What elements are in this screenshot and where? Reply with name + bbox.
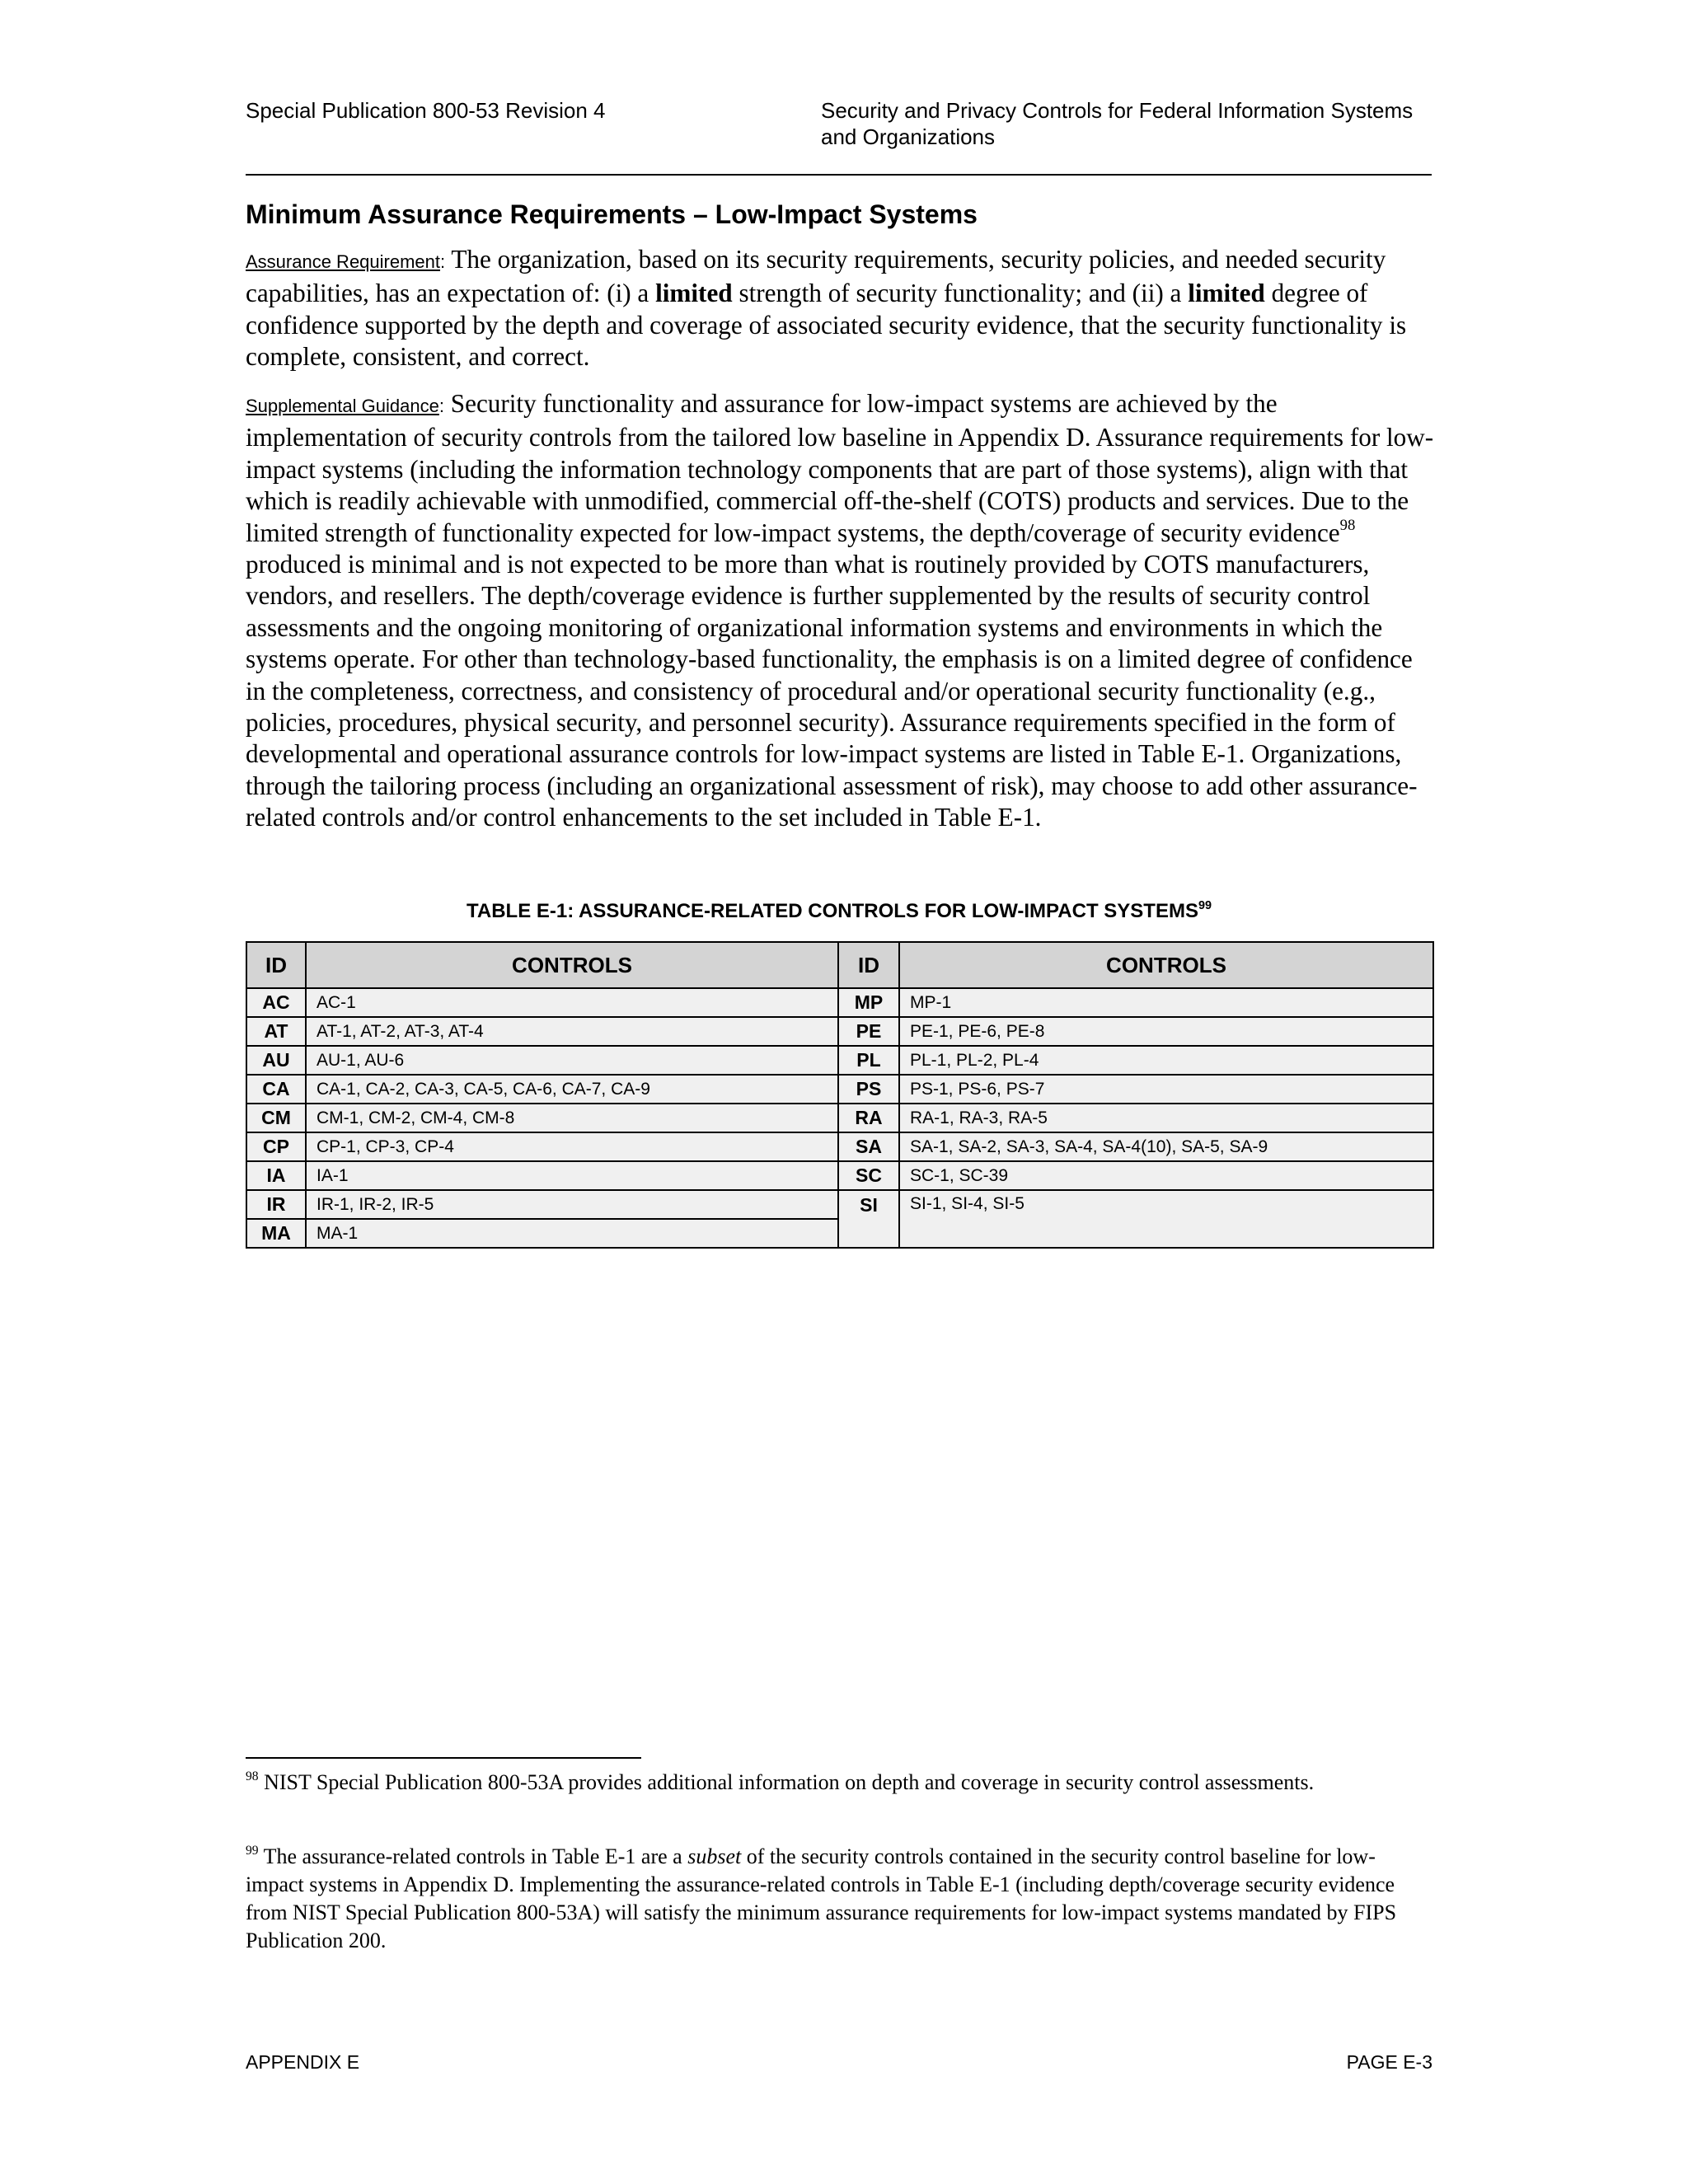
footnote-number: 99 <box>246 1843 259 1858</box>
family-controls: IR-1, IR-2, IR-5 <box>306 1190 838 1219</box>
family-id: SC <box>838 1161 899 1190</box>
table-row <box>246 1017 1433 1046</box>
assurance-text-b: strength of security functionality; and (ii) a <box>732 279 1189 308</box>
section-title: Minimum Assurance Requirements – Low-Impact Systems <box>246 199 978 229</box>
family-id: PL <box>838 1046 899 1075</box>
table-row <box>246 1075 1433 1104</box>
family-id: SA <box>838 1132 899 1161</box>
assurance-text-a: The organization, based on its security requirements, security policies, and needed security capabilities, has an expectation of: (i) a <box>246 245 1386 308</box>
column-header-controls: CONTROLS <box>899 942 1433 988</box>
family-controls: CA-1, CA-2, CA-3, CA-5, CA-6, CA-7, CA-9 <box>306 1075 838 1104</box>
header-title-line-2: and Organizations <box>821 124 996 149</box>
footnote-ref-98: 98 <box>1339 517 1356 535</box>
footer-page-number: PAGE E-3 <box>1346 2051 1432 2073</box>
table-row <box>246 1161 1433 1190</box>
header-publication: Special Publication 800-53 Revision 4 <box>246 98 606 123</box>
column-header-id: ID <box>838 942 899 988</box>
family-controls: MA-1 <box>306 1219 838 1248</box>
footnote-99: $^{99}$ The assurance-related controls in Table E-1 are a subset of the security controls contained in the security control baseline for low-impact systems in Appendix D. Implementing the assurance-related controls in Table E-1 (including depth/coverage security evidence from NIST Special Publication 800-53A) will satisfy the minimum assurance requirements for low-impact systems mandated by FIPS Publication 200. <box>246 1843 1397 1952</box>
family-id: AT <box>246 1017 306 1046</box>
family-controls: AT-1, AT-2, AT-3, AT-4 <box>306 1017 838 1046</box>
footnote-italic-subset: subset <box>687 1844 742 1868</box>
family-controls: AC-1 <box>306 988 838 1017</box>
footnote-98: $^{98}$ NIST Special Publication 800-53A provides additional information on depth and coverage in security control assessments. <box>246 1769 1315 1794</box>
footnote-number: 98 <box>246 1769 259 1783</box>
family-controls: CM-1, CM-2, CM-4, CM-8 <box>306 1104 838 1132</box>
family-id: MA <box>246 1219 306 1248</box>
footnote-divider <box>246 1757 641 1759</box>
family-id: PE <box>838 1017 899 1046</box>
footnote-ref-99: 99 <box>1198 898 1212 912</box>
assurance-requirement-paragraph: Assurance Requirement: The organization, based on its security requirements, security policies, and needed security capabilities, has an expectation of: (i) a limited strength of security functionality; and (ii) a limited degree of confidence supported by the depth and coverage of associated security evidence, that the security functionality is complete, consistent, and correct. <box>246 245 1407 372</box>
table-caption: TABLE E-1: ASSURANCE-RELATED CONTROLS FOR LOW-IMPACT SYSTEMS$^{99}$ <box>467 898 1212 922</box>
family-controls: SA-1, SA-2, SA-3, SA-4, SA-4(10), SA-5, SA-9 <box>899 1132 1433 1161</box>
table-header-row <box>246 942 1433 988</box>
family-id: CM <box>246 1104 306 1132</box>
family-id: CA <box>246 1075 306 1104</box>
family-controls: IA-1 <box>306 1161 838 1190</box>
guidance-text-a: Security functionality and assurance for low-impact systems are achieved by the implementation of security controls from the tailored low baseline in Appendix D. Assurance requirements for low-impact systems (including the information technology components that are part of those systems), align with that which is readily achievable with unmodified, commercial off-the-shelf (COTS) products and services. Due to the limited strength of functionality expected for low-impact systems, the depth/coverage of security evidence <box>246 389 1434 547</box>
family-id: IR <box>246 1190 306 1219</box>
column-header-id: ID <box>246 942 306 988</box>
family-controls: SC-1, SC-39 <box>899 1161 1433 1190</box>
table-row <box>246 988 1433 1017</box>
family-id: RA <box>838 1104 899 1132</box>
family-controls: RA-1, RA-3, RA-5 <box>899 1104 1433 1132</box>
family-id: IA <box>246 1161 306 1190</box>
family-id: SI <box>838 1190 899 1248</box>
assurance-controls-table <box>246 941 1434 1249</box>
assurance-bold-a: limited <box>655 279 733 308</box>
assurance-requirement-label: Assurance Requirement <box>246 251 441 272</box>
header-divider <box>246 174 1432 176</box>
supplemental-guidance-paragraph: Supplemental Guidance: Security functionality and assurance for low-impact systems are achieved by the implementation of security controls from the tailored low baseline in Appendix D. Assurance requirements for low-impact systems (including the information technology components that are part of those systems), align with that which is readily achievable with unmodified, commercial off-the-shelf (COTS) products and services. Due to the limited strength of functionality expected for low-impact systems, the depth/coverage of security evidence$^{98}$ produced is minimal and is not expected to be more than what is routinely provided by COTS manufacturers, vendors, and resellers. The depth/coverage evidence is further supplemented by the results of security control assessments and the ongoing monitoring of organizational information systems and environments in which the systems operate. For other than technology-based functionality, the emphasis is on a limited degree of confidence in the completeness, correctness, and consistency of procedural and/or operational security functionality (e.g., policies, procedures, physical security, and personnel security). Assurance requirements specified in the form of developmental and operational assurance controls for low-impact systems are listed in Table E-1. Organizations, through the tailoring process (including an organizational assessment of risk), may choose to add other assurance-related controls and/or control enhancements to the set included in Table E-1. <box>246 389 1434 832</box>
family-controls: PS-1, PS-6, PS-7 <box>899 1075 1433 1104</box>
family-controls: CP-1, CP-3, CP-4 <box>306 1132 838 1161</box>
family-controls: PL-1, PL-2, PL-4 <box>899 1046 1433 1075</box>
family-controls: MP-1 <box>899 988 1433 1017</box>
assurance-bold-b: limited <box>1188 279 1265 308</box>
footer-appendix: APPENDIX E <box>246 2051 360 2073</box>
header-document-title <box>821 97 1447 150</box>
guidance-text-b: produced is minimal and is not expected to be more than what is routinely provided by COTS manufacturers, vendors, and resellers. The depth/coverage evidence is further supplemented by the results of security control assessments and the ongoing monitoring of organizational information systems and environments in which the systems operate. For other than technology-based functionality, the emphasis is on a limited degree of confidence in the completeness, correctness, and consistency of procedural and/or operational security functionality (e.g., policies, procedures, physical security, and personnel security). Assurance requirements specified in the form of developmental and operational assurance controls for low-impact systems are listed in Table E-1. Organizations, through the tailoring process (including an organizational assessment of risk), may choose to add other assurance-related controls and/or control enhancements to the set included in Table E-1. <box>246 550 1418 832</box>
family-controls: AU-1, AU-6 <box>306 1046 838 1075</box>
column-header-controls: CONTROLS <box>306 942 838 988</box>
table-row <box>246 1132 1433 1161</box>
assurance-text-c: degree of confidence supported by the depth and coverage of associated security evidence, that the security functionality is complete, consistent, and correct. <box>246 279 1407 372</box>
family-id: PS <box>838 1075 899 1104</box>
family-id: MP <box>838 988 899 1017</box>
family-id: AC <box>246 988 306 1017</box>
table-row <box>246 1104 1433 1132</box>
family-controls: SI-1, SI-4, SI-5 <box>899 1190 1433 1248</box>
supplemental-guidance-label: Supplemental Guidance <box>246 396 439 416</box>
family-id: AU <box>246 1046 306 1075</box>
family-controls: PE-1, PE-6, PE-8 <box>899 1017 1433 1046</box>
table-row <box>246 1190 1433 1219</box>
table-row <box>246 1046 1433 1075</box>
family-id: CP <box>246 1132 306 1161</box>
header-title-line-1: Security and Privacy Controls for Federal Information Systems <box>821 98 1414 123</box>
